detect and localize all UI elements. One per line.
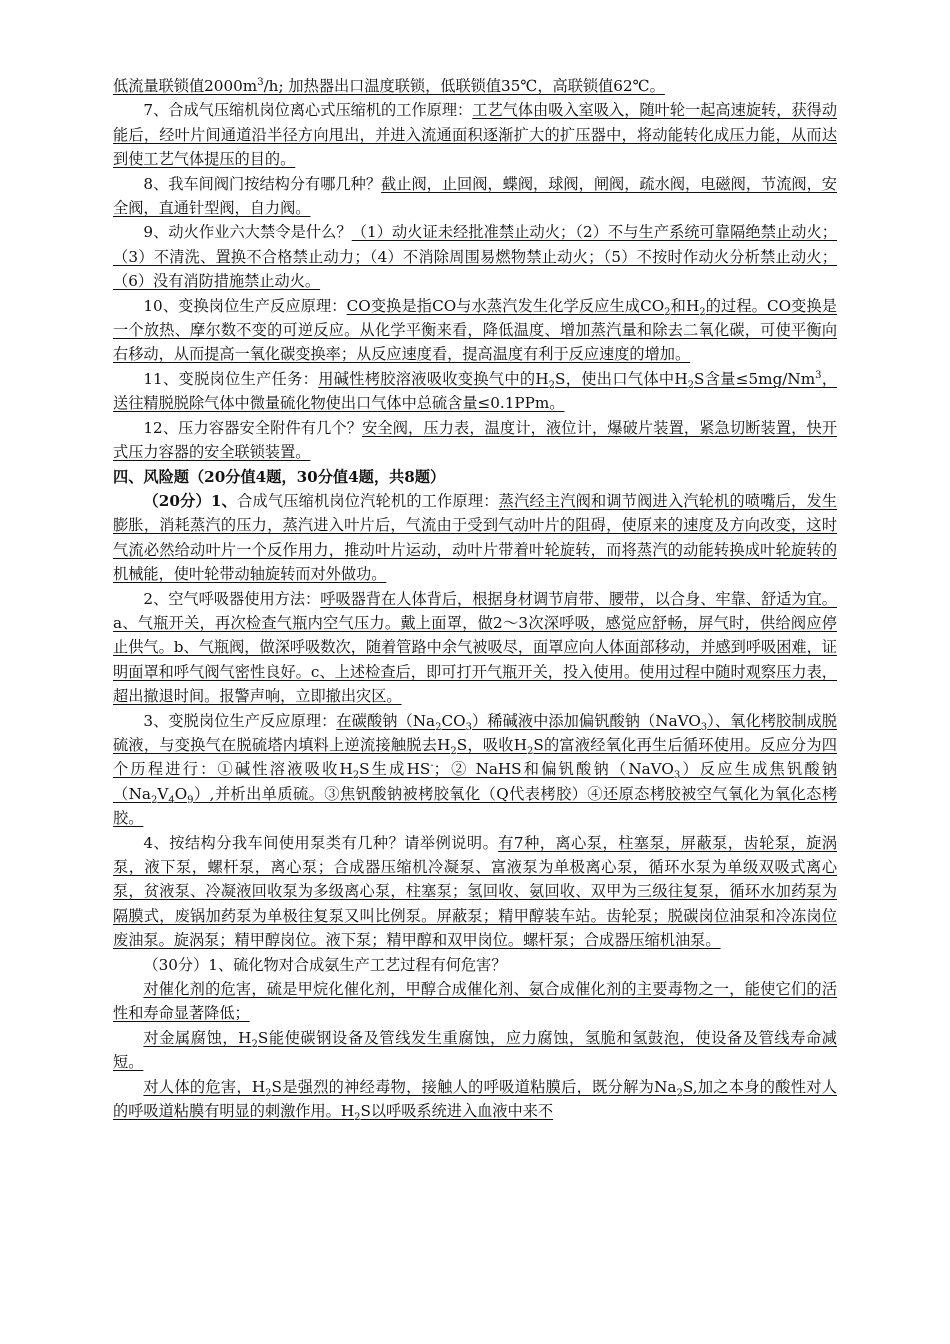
subscript: 3 bbox=[465, 721, 472, 733]
subscript: 3 bbox=[700, 721, 708, 733]
answer-text: 工艺气体由吸入室吸入，随叶轮一起高速旋转，获得动能后，经叶片间通道沿半径方向甩出，并进入流通面积逐渐扩大的扩压器中，将动能转化成压力能，从而达到使工艺气体提压的目的。 bbox=[113, 101, 838, 169]
text: O bbox=[174, 784, 188, 803]
paragraph-q11 bbox=[113, 367, 837, 416]
question-text: 8、我车间阀门按结构分有哪几种？ bbox=[143, 174, 382, 193]
section-heading-4: 四、风险题（20分值4题，30分值4题，共8题） bbox=[113, 467, 446, 486]
paragraph-s30-question bbox=[113, 953, 837, 977]
question-text: 4、按结构分我车间使用泵类有几种？请举例说明。 bbox=[143, 833, 499, 852]
paragraph-r3 bbox=[113, 709, 837, 831]
text: CO bbox=[441, 711, 466, 730]
question-text: 10、变换岗位生产反应原理： bbox=[143, 296, 347, 315]
question-text: 2、空气呼吸器使用方法： bbox=[143, 589, 321, 608]
superscript: - bbox=[430, 760, 434, 772]
paragraph-s30-health bbox=[113, 1075, 837, 1124]
text: S生成HS bbox=[359, 760, 431, 779]
text: S，吸收H bbox=[456, 735, 527, 754]
answer-text: 对催化剂的危害，硫是甲烷化催化剂，甲醇合成催化剂、氨合成催化剂的主要毒物之一，能使它们的活性和寿命显著降低； bbox=[113, 980, 837, 1023]
answer-text: 截止阀，止回阀，蝶阀，球阀，闸阀，疏水阀，电磁阀，节流阀，安全阀，直通针型阀，自力阀。 bbox=[113, 174, 837, 218]
paragraph-s30-catalyst bbox=[113, 977, 837, 1026]
paragraph-q9 bbox=[113, 220, 837, 293]
text: /h; 加热器出口温度联锁，低联锁值35℃，高联锁值62℃。 bbox=[263, 77, 665, 95]
answer-text: 有7种，离心泵，柱塞泵，屏蔽泵，齿轮泵，旋涡泵，液下泵，螺杆泵，离心泵；合成器压缩机冷凝泵、富液泵为单极离心泵，循环水泵为单级双吸式离心泵，贫液泵、冷凝液回收泵为多级离心泵，柱塞泵；氢回收、氨回收、双甲为三级往复泵，循环水加药泵为隔膜式，废锅加药泵为单极往复泵又叫比例泵。屏蔽泵；精甲醇装车站。齿轮泵；脱碳岗位油泵和冷冻岗位废油泵。旋涡泵；精甲醇岗位。液下泵；精甲醇和双甲岗位。螺杆泵；合成器压缩机油泵。 bbox=[113, 833, 837, 950]
text: CO变换是指CO与水蒸汽发生化学反应生成CO bbox=[346, 296, 665, 315]
text: 低流量联锁值2000m bbox=[113, 77, 258, 95]
subscript: 2 bbox=[699, 306, 706, 318]
text: S是强烈的神经毒物，接触人的呼吸道粘膜后，既分解为Na bbox=[271, 1077, 677, 1096]
question-text: 11、变脱岗位生产任务： bbox=[143, 369, 319, 388]
text: ，送往精脱脱除气体中微量硫化物使出口气体中总硫含量≤0.1PPm。 bbox=[113, 369, 837, 413]
score-label: （20分）1、 bbox=[143, 491, 238, 510]
subscript: 2 bbox=[676, 1087, 683, 1099]
subscript: 2 bbox=[251, 1038, 258, 1050]
text: ；② NaHS和偏钒酸钠（NaVO bbox=[433, 760, 674, 779]
answer-text bbox=[113, 1077, 837, 1124]
text: 的过程。CO变换是一个放热、摩尔数不变的可逆反应。从化学平衡来看，降低温度、增加蒸汽量和除去二氧化碳，可使平衡向右移动，从而提高一氧化碳变换率；从反应速度看，提高温度有利于反应速度的增加。 bbox=[113, 296, 837, 364]
answer-text: 蒸汽经主汽阀和调节阀进入汽轮机的喷嘴后，发生膨胀，消耗蒸汽的压力，蒸汽进入叶片后，气流由于受到气动叶片的阻碍，使原来的速度及方向改变，这时气流必然给动叶片一个反作用力，推动叶片运动，动叶片带着叶轮旋转，而将蒸汽的动能转换成叶轮旋转的机械能，使叶轮带动轴旋转而对外做功。 bbox=[113, 491, 838, 584]
text: S，使出口气体中H bbox=[555, 369, 688, 388]
text: 对人体的危害，H bbox=[143, 1077, 266, 1096]
subscript: 2 bbox=[548, 379, 556, 391]
paragraph-q10 bbox=[113, 294, 837, 367]
text: V bbox=[157, 784, 169, 803]
subscript: 2 bbox=[150, 794, 158, 806]
text: ）稀碱液中添加偏钒酸钠（NaVO bbox=[471, 711, 701, 730]
answer-text bbox=[113, 1029, 837, 1071]
text: 和H bbox=[670, 296, 700, 315]
subscript: 2 bbox=[687, 379, 695, 391]
text: 对金属腐蚀，H bbox=[143, 1028, 252, 1047]
question-text: 7、合成气压缩机岗位离心式压缩机的工作原理： bbox=[143, 101, 473, 120]
paragraph-s30-corrosion bbox=[113, 1026, 837, 1075]
subscript: 2 bbox=[435, 721, 442, 733]
answer-text: （1）动火证未经批准禁止动火；（2）不与生产系统可靠隔绝禁止动火；（3）不清洗、置换不合格禁止动力；（4）不消除周围易燃物禁止动火；（5）不按时作动火分析禁止动火；（6）没有消防措施禁止动火。 bbox=[113, 223, 837, 291]
paragraph-q6-tail bbox=[113, 74, 837, 98]
question-text: （30分）1、硫化物对合成氨生产工艺过程有何危害？ bbox=[143, 955, 507, 974]
text: S含量≤5mg/Nm bbox=[694, 369, 816, 388]
subscript: 2 bbox=[352, 770, 360, 782]
text: S能使碳钢设备及管线发生重腐蚀，应力腐蚀，氢脆和氢鼓泡，使设备及管线寿命减短。 bbox=[113, 1028, 837, 1072]
text: ）反应生成焦钒酸钠（Na bbox=[113, 760, 838, 803]
paragraph-q7 bbox=[113, 98, 837, 171]
question-text: 3、变脱岗位生产反应原理： bbox=[143, 711, 337, 730]
superscript: 3 bbox=[815, 369, 822, 381]
paragraph-r1 bbox=[113, 489, 837, 587]
text: S的富液经氧化再生后循环使用。反应分为四个历程进行：①碱性溶液吸收H bbox=[113, 735, 837, 779]
subscript: 2 bbox=[265, 1087, 272, 1099]
paragraph-q12 bbox=[113, 416, 837, 465]
subscript: 2 bbox=[450, 746, 457, 757]
text: ）,并析出单质硫。③焦钒酸钠被栲胶氧化（Q代表栲胶）④还原态栲胶被空气氧化为氧化态栲胶。 bbox=[113, 784, 838, 828]
subscript: 4 bbox=[168, 794, 175, 806]
subscript: 3 bbox=[673, 770, 681, 782]
answer-text: 安全阀，压力表，温度计，液位计，爆破片装置，紧急切断装置，快开式压力容器的安全联锁装置。 bbox=[113, 418, 838, 462]
paragraph-q8 bbox=[113, 172, 837, 221]
text: S以呼吸系统进入血液中来不 bbox=[360, 1102, 554, 1121]
question-text: 合成气压缩机岗位汽轮机的工作原理： bbox=[237, 491, 499, 510]
superscript: 3 bbox=[257, 76, 264, 88]
text: 在碳酸钠（Na bbox=[336, 711, 436, 730]
question-text: 9、动火作业六大禁令是什么？ bbox=[143, 223, 352, 242]
subscript: 2 bbox=[354, 1112, 361, 1124]
text: 用碱性栲胶溶液吸收变换气中的H bbox=[318, 369, 549, 388]
answer-text: 呼吸器背在人体背后，根据身材调节肩带、腰带，以合身、牢靠、舒适为宜。a、气瓶开关，再次检查气瓶内空气压力。戴上面罩，做2～3次深呼吸，感觉应舒畅，屏气时，供给阀应停止供气。b、气瓶阀，做深呼吸数次，随着管路中余气被吸尽，面罩应向人体面部移动，并感到呼吸困难，证明面罩和呼气阀气密性良好。c、上述检查后，即可打开气瓶开关，投入使用。使用过程中随时观察压力表，超出撤退时间。报警声响，立即撤出灾区。 bbox=[113, 589, 837, 706]
text: ）、氧化栲胶制成脱硫液，与变换气在脱硫塔内填料上逆流接触脱去H bbox=[113, 711, 837, 754]
subscript: 2 bbox=[526, 746, 534, 757]
subscript: 9 bbox=[187, 794, 194, 806]
question-text: 12、压力容器安全附件有几个？ bbox=[143, 418, 363, 437]
paragraph-r4 bbox=[113, 831, 837, 953]
text: S,加之本身的酸性对人的呼吸道粘膜有明显的刺激作用。H bbox=[113, 1077, 837, 1121]
paragraph-r2 bbox=[113, 587, 837, 709]
subscript: 2 bbox=[664, 306, 671, 318]
